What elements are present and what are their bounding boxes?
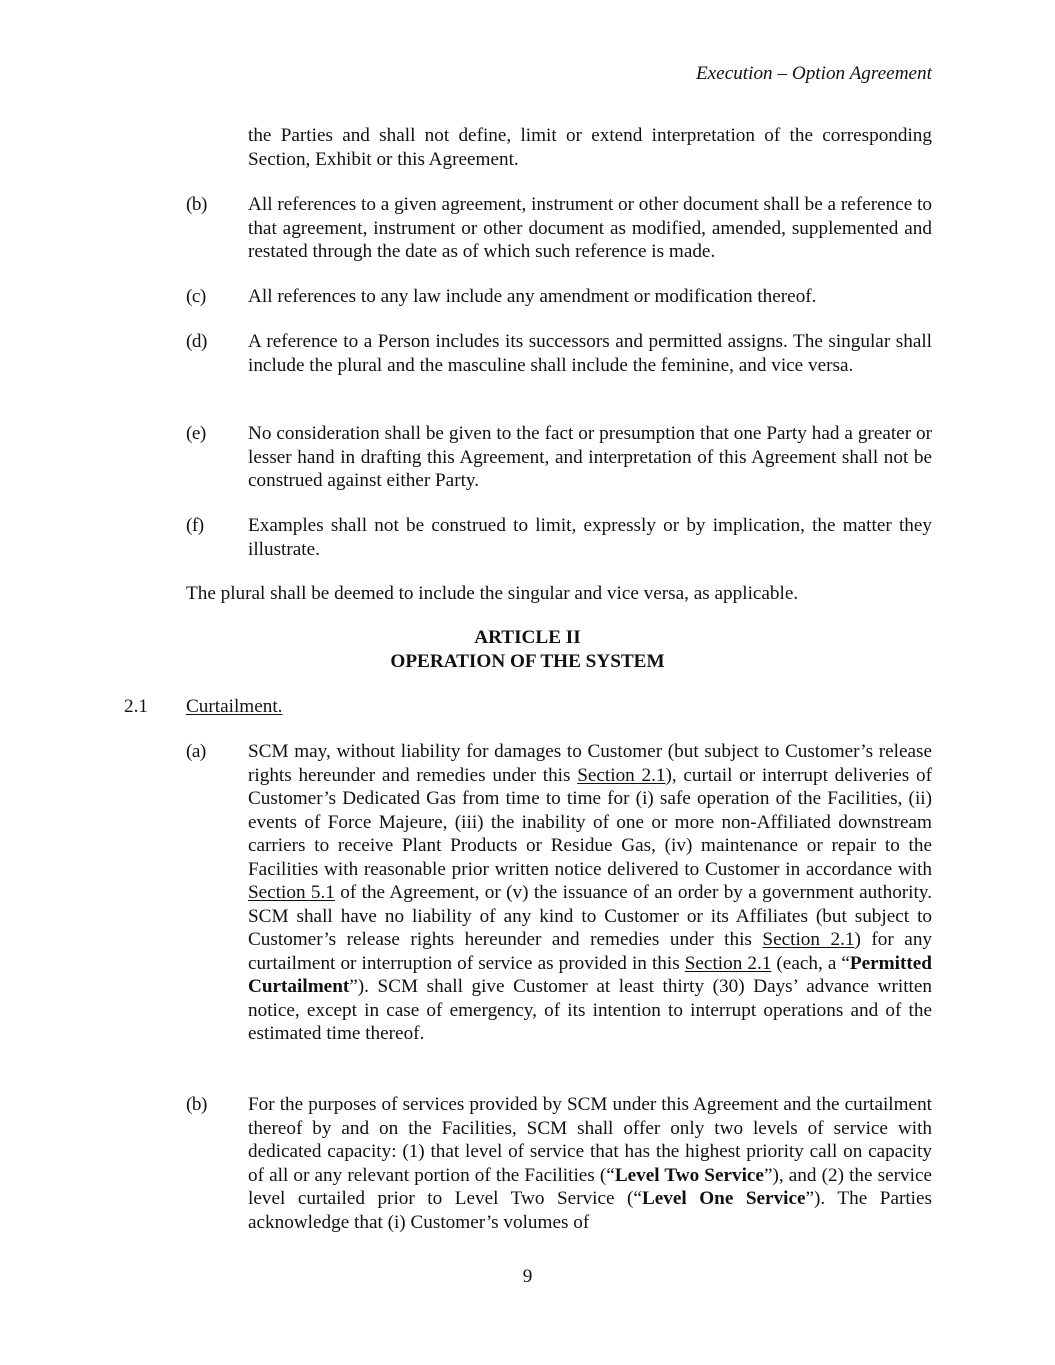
section-ref: Section 5.1 <box>248 882 335 903</box>
page-number: 9 <box>522 1266 533 1287</box>
closing-sentence: The plural shall be deemed to include the singular and vice versa, as applicable. <box>186 583 799 604</box>
article-title: OPERATION OF THE SYSTEM <box>390 651 665 672</box>
section-title: Curtailment. <box>186 696 283 717</box>
section-ref: Section 2.1 <box>577 764 666 786</box>
defined-term: Level Two Service <box>614 1164 764 1186</box>
item-label-d: (d) <box>186 331 207 352</box>
item-label-b2: (b) <box>186 1094 207 1115</box>
item-label-b: (b) <box>186 194 207 215</box>
item-label-c: (c) <box>186 286 206 307</box>
article-number: ARTICLE II <box>474 627 581 648</box>
item-text-e: No consideration shall be given to the fact or presumption that one Party had a greater or lesser hand in drafting this Agreement, and interpretation of this Agreement shall not be construed against either Party. <box>248 423 932 491</box>
item-text-c: All references to any law include any amendment or modification thereof. <box>248 286 817 307</box>
curtailment-paragraph-a: SCM may, without liability for damages to Customer (but subject to Customer’s release rights hereunder and remedies under this Section 2.1), curtail or interrupt deliveries of Customer’s Dedicated Gas from time to time for (i) safe operation of the Facilities, (ii) events of Force Majeure, (iii) the inability of one or more non-Affiliated downstream carriers to receive Plant Products or Residue Gas, (iv) maintenance or repair to the Facilities with reasonable prior written notice delivered to Customer in accordance with Section 5.1 of the Agreement, or (v) the issuance of an order by a government authority. SCM shall have no liability of any kind to Customer or its Affiliates (but subject to Customer’s release rights hereunder and remedies under this Section 2.1) for any curtailment or interruption of service as provided in this Section 2.1 (each, a “Permitted Curtailment”). SCM shall give Customer at least thirty (30) Days’ advance written notice, except in case of emergency, of its intention to interrupt operations and of the estimated time thereof. <box>248 741 933 1044</box>
curtailment-paragraph-b: For the purposes of services provided by SCM under this Agreement and the curtailment thereof by and on the Facilities, SCM shall offer only two levels of service with dedicated capacity: (1) that level of service that has the highest priority call on capacity of all or any relevant portion of the Facilities (“Level Two Service”), and (2) the service level curtailed prior to Level Two Service (“Level One Service”). The Parties acknowledge that (i) Customer’s volumes of <box>248 1094 932 1233</box>
item-label-a: (a) <box>186 741 206 762</box>
item-text-b: All references to a given agreement, instrument or other document shall be a reference to that agreement, instrument or other document as modified, amended, supplemented and restated through the date as of which such reference is made. <box>248 194 932 262</box>
item-text-f: Examples shall not be construed to limit, expressly or by implication, the matter they illustrate. <box>248 515 932 560</box>
item-label-e: (e) <box>186 423 206 444</box>
section-ref: Section 2.1 <box>684 952 772 974</box>
defined-term: Level One Service <box>641 1188 806 1209</box>
item-text-d: A reference to a Person includes its successors and permitted assigns. The singular shall include the plural and the masculine shall include the feminine, and vice versa. <box>248 331 932 376</box>
defined-term: Permitted Curtailment <box>248 952 932 997</box>
section-ref: Section 2.1 <box>762 929 855 950</box>
item-label-f: (f) <box>186 515 204 536</box>
running-header: Execution – Option Agreement <box>695 63 932 84</box>
section-number: 2.1 <box>124 696 148 717</box>
intro-continuation: the Parties and shall not define, limit or extend interpretation of the corresponding Section, Exhibit or this Agreement. <box>248 125 932 170</box>
